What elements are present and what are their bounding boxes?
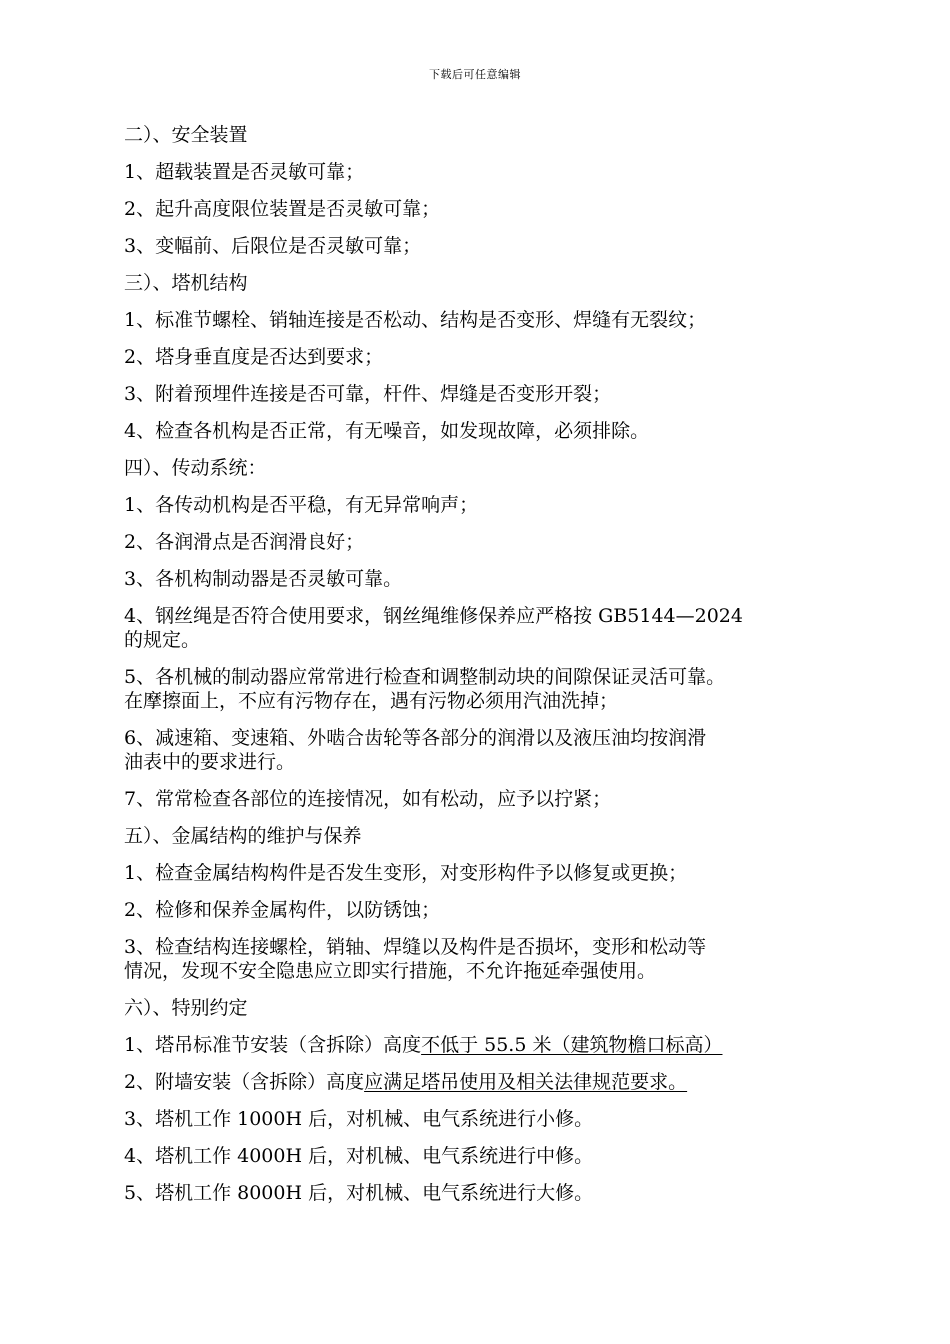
- special-item-2-underlined: 应满足塔吊使用及相关法律规范要求。: [364, 1071, 688, 1093]
- text-line: 3、变幅前、后限位是否灵敏可靠；: [124, 235, 422, 257]
- text-line: 3、附着预埋件连接是否可靠，杆件、焊缝是否变形开裂；: [124, 383, 612, 405]
- list-item: [124, 898, 824, 922]
- text-line: 三）、塔机结构: [124, 272, 248, 294]
- section-heading-special: [124, 996, 824, 1020]
- text-line: 1、超载装置是否灵敏可靠；: [124, 161, 365, 183]
- text-line: 六）、特别约定: [124, 997, 248, 1019]
- text-line: 5、各机械的制动器应常常进行检查和调整制动块的间隙保证灵活可靠。: [124, 666, 726, 688]
- special-item-1: [124, 1033, 824, 1057]
- special-item-2: [124, 1070, 824, 1094]
- list-item: [124, 787, 824, 811]
- section-heading-safety: [124, 123, 824, 147]
- text-line: 2、检修和保养金属构件，以防锈蚀；: [124, 899, 441, 921]
- text-line: 四）、传动系统：: [124, 457, 267, 479]
- text-line: 五）、金属结构的维护与保养: [124, 825, 362, 847]
- text-line: 1、各传动机构是否平稳，有无异常响声；: [124, 494, 479, 516]
- list-item: [124, 234, 824, 258]
- list-item: [124, 345, 824, 369]
- list-item: [124, 197, 824, 221]
- list-item: [124, 726, 824, 774]
- text-line: 在摩擦面上，不应有污物存在，遇有污物必须用汽油洗掉；: [124, 690, 619, 712]
- text-line: 二）、安全装置: [124, 124, 248, 146]
- list-item: [124, 160, 824, 184]
- list-item: [124, 530, 824, 554]
- text-line: 情况，发现不安全隐患应立即实行措施，不允许拖延牵强使用。: [124, 960, 657, 982]
- text-line: 1、检查金属结构构件是否发生变形，对变形构件予以修复或更换；: [124, 862, 688, 884]
- text-line: 4、检查各机构是否正常，有无噪音，如发现故障，必须排除。: [124, 420, 650, 442]
- list-item: [124, 604, 824, 652]
- list-item: [124, 665, 824, 713]
- list-item: [124, 419, 824, 443]
- document-body: [124, 123, 824, 1218]
- text-line: 7、常常检查各部位的连接情况，如有松动，应予以拧紧；: [124, 788, 612, 810]
- text-line: 4、钢丝绳是否符合使用要求，钢丝绳维修保养应严格按 GB5144—2024: [124, 605, 743, 627]
- list-item: [124, 861, 824, 885]
- section-heading-transmission: [124, 456, 824, 480]
- list-item: [124, 308, 824, 332]
- list-item: [124, 382, 824, 406]
- special-item-1-prefix: 1、塔吊标准节安装（含拆除）高度: [124, 1034, 422, 1056]
- text-line: 3、检查结构连接螺栓，销轴、焊缝以及构件是否损坏，变形和松动等: [124, 936, 707, 958]
- list-item: [124, 493, 824, 517]
- list-item: [124, 567, 824, 591]
- text-line: 3、各机构制动器是否灵敏可靠。: [124, 568, 403, 590]
- text-line: 2、各润滑点是否润滑良好；: [124, 531, 365, 553]
- text-line: 6、减速箱、变速箱、外啮合齿轮等各部分的润滑以及液压油均按润滑: [124, 727, 707, 749]
- special-item-1-underlined: 不低于 55.5 米（建筑物檐口标高）: [421, 1034, 723, 1056]
- text-line: 1、标准节螺栓、销轴连接是否松动、结构是否变形、焊缝有无裂纹；: [124, 309, 707, 331]
- text-line: 油表中的要求进行。: [124, 751, 296, 773]
- list-item: 5、塔机工作 8000H 后，对机械、电气系统进行大修。: [124, 1182, 594, 1204]
- text-line: 的规定。: [124, 629, 201, 651]
- list-item: 3、塔机工作 1000H 后，对机械、电气系统进行小修。: [124, 1108, 594, 1130]
- page-header: 下载后可任意编辑: [429, 68, 521, 81]
- section-heading-metal-structure: [124, 824, 824, 848]
- text-line: 2、起升高度限位装置是否灵敏可靠；: [124, 198, 441, 220]
- list-item: 4、塔机工作 4000H 后，对机械、电气系统进行中修。: [124, 1145, 594, 1167]
- section-heading-structure: [124, 271, 824, 295]
- special-item-2-prefix: 2、附墙安装（含拆除）高度: [124, 1071, 365, 1093]
- list-item: [124, 935, 824, 983]
- text-line: 2、塔身垂直度是否达到要求；: [124, 346, 384, 368]
